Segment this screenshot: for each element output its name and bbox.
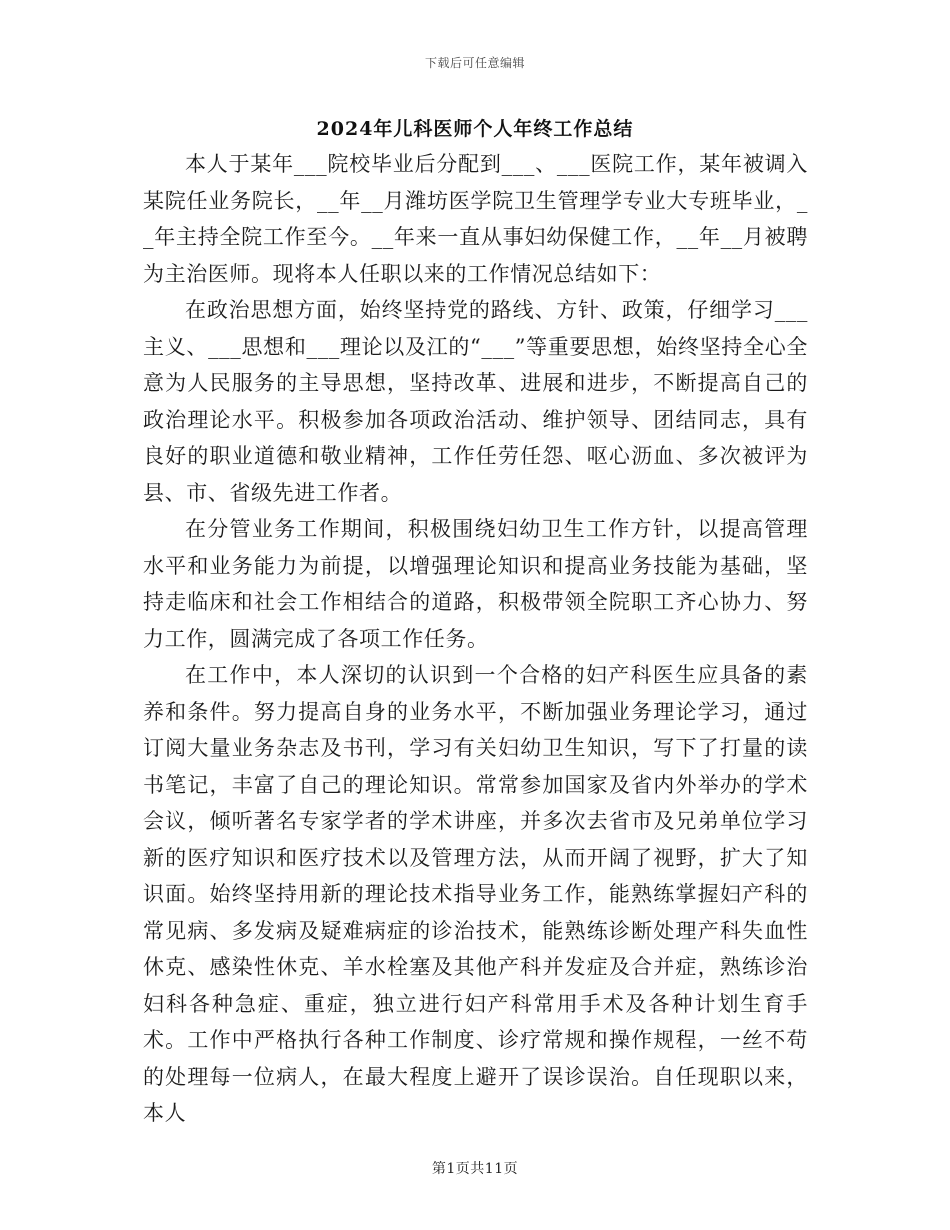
- document-body: [143, 146, 808, 1132]
- header-note: 下载后可任意编辑: [424, 56, 525, 70]
- paragraph-work: 在工作中，本人深切的认识到一个合格的妇产科医生应具备的素养和条件。努力提高自身的业务水平，不断加强业务理论学习，通过订阅大量业务杂志及书刊，学习有关妇幼卫生知识，写下了打量的读书笔记，丰富了自己的理论知识。常常参加国家及省内外举办的学术会议，倾听著名专家学者的学术讲座，并多次去省市及兄弟单位学习新的医疗知识和医疗技术以及管理方法，从而开阔了视野，扩大了知识面。始终坚持用新的理论技术指导业务工作，能熟练掌握妇产科的常见病、多发病及疑难病症的诊治技术，能熟练诊断处理产科失血性休克、感染性休克、羊水栓塞及其他产科并发症及合并症，熟练诊治妇科各种急症、重症，独立进行妇产科常用手术及各种计划生育手术。工作中严格执行各种工作制度、诊疗常规和操作规程，一丝不苟的处理每一位病人，在最大程度上避开了误诊误治。自任现职以来，本人: [143, 663, 808, 1125]
- paragraph-intro: 本人于某年___院校毕业后分配到___、___医院工作，某年被调入某院任业务院长，__年__月潍坊医学院卫生管理学专业大专班毕业，__年主持全院工作至今。__年来一直从事妇幼保健工作，__年__月被聘为主治医师。现将本人任职以来的工作情况总结如下：: [143, 152, 808, 286]
- document-title: 2024年儿科医师个人年终工作总结: [316, 118, 634, 140]
- paragraph-management: 在分管业务工作期间，积极围绕妇幼卫生工作方针，以提高管理水平和业务能力为前提，以增强理论知识和提高业务技能为基础，坚持走临床和社会工作相结合的道路，积极带领全院职工齐心协力、努力工作，圆满完成了各项工作任务。: [143, 517, 808, 651]
- paragraph-political: 在政治思想方面，始终坚持党的路线、方针、政策，仔细学习___主义、___思想和___理论以及江的“___”等重要思想，始终坚持全心全意为人民服务的主导思想，坚持改革、进展和进步，不断提高自己的政治理论水平。积极参加各项政治活动、维护领导、团结同志，具有良好的职业道德和敬业精神，工作任劳任怨、呕心沥血、多次被评为县、市、省级先进工作者。: [143, 298, 808, 505]
- page-footer: 第1页共11页: [431, 1161, 519, 1177]
